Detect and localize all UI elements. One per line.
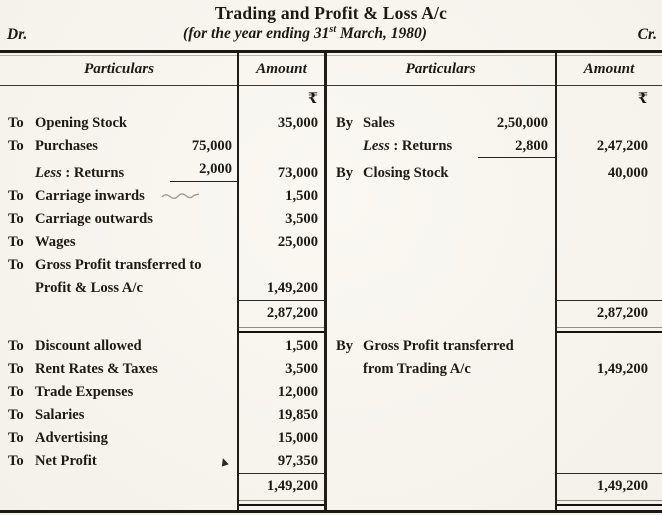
empty-amount-cell bbox=[556, 335, 662, 358]
entry-label: Gross Profit transferred to bbox=[35, 257, 202, 273]
account-table bbox=[0, 50, 662, 513]
less-rest: : Returns bbox=[61, 165, 125, 181]
empty-cell bbox=[325, 381, 556, 404]
entry-gross-profit-amount: 1,49,200 bbox=[266, 280, 318, 296]
empty-cell bbox=[325, 499, 556, 510]
empty-cell bbox=[325, 300, 556, 326]
ledger-row bbox=[0, 112, 662, 135]
empty-amount-cell bbox=[556, 208, 662, 231]
entry-closing-stock-amount: 40,000 bbox=[607, 165, 648, 181]
period-label bbox=[0, 25, 636, 43]
entry-purchases-gross-amount: 75,000 bbox=[191, 138, 232, 154]
trading-debit-total: 2,87,200 bbox=[238, 300, 325, 326]
entry-discount-allowed-amount: 1,500 bbox=[285, 338, 318, 354]
trading-credit-total: 2,87,200 bbox=[556, 300, 662, 326]
entry-label: from Trading A/c bbox=[363, 361, 471, 377]
ledger-row bbox=[0, 381, 662, 404]
entry-prefix: To bbox=[8, 138, 24, 154]
entry-label: Wages bbox=[35, 234, 76, 250]
ledger-row bbox=[0, 404, 662, 427]
empty-amount-cell bbox=[556, 450, 662, 473]
entry-gross-profit-line1 bbox=[0, 254, 238, 277]
credit-particulars-header: Particulars bbox=[405, 60, 476, 77]
subheading bbox=[0, 25, 662, 48]
entry-rent-rates-taxes-amount: 3,500 bbox=[285, 361, 318, 377]
entry-discount-allowed bbox=[0, 335, 238, 358]
entry-trade-expenses bbox=[0, 381, 238, 404]
ledger-row bbox=[0, 427, 662, 450]
empty-cell bbox=[325, 86, 556, 112]
entry-label: Advertising bbox=[35, 430, 108, 446]
less-word: Less bbox=[35, 165, 62, 181]
rupee-symbol-credit: ₹ bbox=[637, 91, 648, 107]
entry-prefix: To bbox=[8, 430, 24, 446]
entry-net-profit bbox=[0, 450, 238, 473]
entry-prefix: To bbox=[8, 188, 24, 204]
entry-carriage-inwards-amount: 1,500 bbox=[285, 188, 318, 204]
ledger-row bbox=[0, 185, 662, 208]
entry-prefix: By bbox=[336, 338, 354, 354]
entry-prefix: To bbox=[8, 234, 24, 250]
ledger-row bbox=[0, 208, 662, 231]
empty-amount-cell bbox=[556, 185, 662, 208]
empty-cell bbox=[325, 473, 556, 499]
empty-cell bbox=[325, 277, 556, 300]
header-row bbox=[0, 53, 662, 86]
entry-label: Discount allowed bbox=[35, 338, 142, 354]
entry-salaries-amount: 19,850 bbox=[277, 407, 318, 423]
pnl-total-row bbox=[0, 473, 662, 499]
entry-label bbox=[35, 165, 124, 182]
entry-prefix: To bbox=[8, 453, 24, 469]
currency-row bbox=[0, 86, 662, 112]
entry-gross-profit-from-amount: 1,49,200 bbox=[596, 361, 648, 377]
debit-amount-divider bbox=[237, 53, 239, 510]
entry-label: Trade Expenses bbox=[35, 384, 134, 400]
entry-carriage-outwards-amount: 3,500 bbox=[285, 211, 318, 227]
ledger-row bbox=[0, 254, 662, 277]
entry-closing-stock bbox=[325, 158, 556, 185]
ledger-row bbox=[0, 335, 662, 358]
entry-wages-amount: 25,000 bbox=[277, 234, 318, 250]
entry-carriage-inwards bbox=[0, 185, 238, 208]
less-rest: : Returns bbox=[389, 138, 453, 154]
entry-salaries bbox=[0, 404, 238, 427]
entry-opening-stock bbox=[0, 112, 238, 135]
empty-cell bbox=[0, 326, 238, 335]
entry-advertising-amount: 15,000 bbox=[277, 430, 318, 446]
entry-net-sales-amount: 2,47,200 bbox=[596, 138, 648, 154]
entry-prefix: To bbox=[8, 361, 24, 377]
entry-net-profit-amount: 97,350 bbox=[277, 453, 318, 469]
rupee-symbol-debit: ₹ bbox=[307, 91, 318, 107]
credit-amount-header: Amount bbox=[583, 60, 635, 77]
empty-amount-cell bbox=[556, 404, 662, 427]
empty-amount-cell bbox=[238, 135, 325, 158]
double-rule bbox=[556, 499, 662, 510]
ledger-row bbox=[0, 450, 662, 473]
entry-prefix: To bbox=[8, 115, 24, 131]
entry-rent-rates-taxes bbox=[0, 358, 238, 381]
entry-label: Rent Rates & Taxes bbox=[35, 361, 158, 377]
ledger-row bbox=[0, 231, 662, 254]
empty-amount-cell bbox=[556, 427, 662, 450]
entry-gross-profit-from-line2 bbox=[325, 358, 556, 381]
empty-cell bbox=[0, 473, 238, 499]
entry-sales-returns-amount: 2,800 bbox=[478, 135, 556, 158]
pnl-credit-total: 1,49,200 bbox=[556, 473, 662, 499]
entry-sales-returns bbox=[325, 135, 556, 158]
entry-label: Opening Stock bbox=[35, 115, 128, 131]
empty-cell bbox=[0, 300, 238, 326]
entry-purchase-returns bbox=[0, 158, 238, 185]
entry-wages bbox=[0, 231, 238, 254]
empty-amount-cell bbox=[556, 277, 662, 300]
empty-amount-cell bbox=[556, 381, 662, 404]
trading-total-row bbox=[0, 300, 662, 326]
section-rule-row bbox=[0, 326, 662, 335]
less-word: Less bbox=[363, 138, 390, 154]
entry-label: Sales bbox=[363, 115, 395, 131]
ledger-row bbox=[0, 277, 662, 300]
entry-trade-expenses-amount: 12,000 bbox=[277, 384, 318, 400]
entry-prefix: By bbox=[336, 165, 354, 181]
center-divider bbox=[324, 53, 327, 510]
entry-sales bbox=[325, 112, 556, 135]
entry-label: Profit & Loss A/c bbox=[35, 280, 143, 296]
double-rule bbox=[238, 499, 325, 510]
empty-cell bbox=[325, 185, 556, 208]
debit-amount-header: Amount bbox=[256, 60, 307, 77]
empty-amount-cell bbox=[238, 254, 325, 277]
section-rule-row bbox=[0, 499, 662, 510]
entry-label: Closing Stock bbox=[363, 165, 449, 181]
credit-amount-divider bbox=[555, 53, 557, 510]
empty-cell bbox=[325, 326, 556, 335]
empty-cell bbox=[325, 208, 556, 231]
entry-opening-stock-amount: 35,000 bbox=[277, 115, 318, 131]
empty-amount-cell bbox=[556, 112, 662, 135]
pencil-squiggle-mark bbox=[160, 187, 201, 206]
ledger-row bbox=[0, 358, 662, 381]
entry-label: Net Profit bbox=[35, 453, 97, 469]
empty-cell bbox=[0, 86, 238, 112]
period-pre: (for the year ending 31 bbox=[183, 25, 330, 42]
entry-label: Carriage outwards bbox=[35, 211, 153, 227]
ledger-row bbox=[0, 158, 662, 185]
pnl-debit-total: 1,49,200 bbox=[238, 473, 325, 499]
entry-prefix: To bbox=[8, 211, 24, 227]
page-title: Trading and Profit & Loss A/c bbox=[214, 3, 448, 23]
double-rule bbox=[556, 326, 662, 335]
cr-label: Cr. bbox=[637, 26, 657, 43]
empty-amount-cell bbox=[556, 231, 662, 254]
period-post: March, 1980) bbox=[336, 25, 427, 42]
entry-purchases bbox=[0, 135, 238, 158]
empty-cell bbox=[0, 499, 238, 510]
empty-cell bbox=[325, 231, 556, 254]
entry-sales-gross-amount: 2,50,000 bbox=[496, 115, 548, 131]
empty-cell bbox=[325, 450, 556, 473]
debit-particulars-header: Particulars bbox=[83, 60, 155, 77]
dr-label: Dr. bbox=[7, 26, 28, 43]
double-rule bbox=[238, 326, 325, 335]
entry-label: Purchases bbox=[35, 138, 98, 154]
entry-label: Carriage inwards bbox=[35, 188, 145, 204]
ink-blot-mark bbox=[219, 457, 229, 467]
empty-amount-cell bbox=[556, 254, 662, 277]
entry-prefix: To bbox=[8, 407, 24, 423]
empty-cell bbox=[325, 404, 556, 427]
entry-purchase-returns-amount: 2,000 bbox=[170, 158, 238, 182]
entry-prefix: To bbox=[8, 384, 24, 400]
empty-cell bbox=[325, 427, 556, 450]
entry-prefix: By bbox=[336, 115, 354, 131]
entry-net-purchases-amount: 73,000 bbox=[277, 165, 318, 181]
entry-label: Salaries bbox=[35, 407, 85, 423]
entry-advertising bbox=[0, 427, 238, 450]
empty-cell bbox=[325, 254, 556, 277]
entry-label bbox=[363, 138, 452, 155]
entry-gross-profit-line2 bbox=[0, 277, 238, 300]
entry-prefix: To bbox=[8, 338, 24, 354]
entry-label: Gross Profit transferred bbox=[363, 338, 514, 354]
entry-gross-profit-from-line1 bbox=[325, 335, 556, 358]
entry-carriage-outwards bbox=[0, 208, 238, 231]
period-superscript: st bbox=[329, 23, 337, 35]
entry-prefix: To bbox=[8, 257, 24, 273]
ledger-row bbox=[0, 135, 662, 158]
